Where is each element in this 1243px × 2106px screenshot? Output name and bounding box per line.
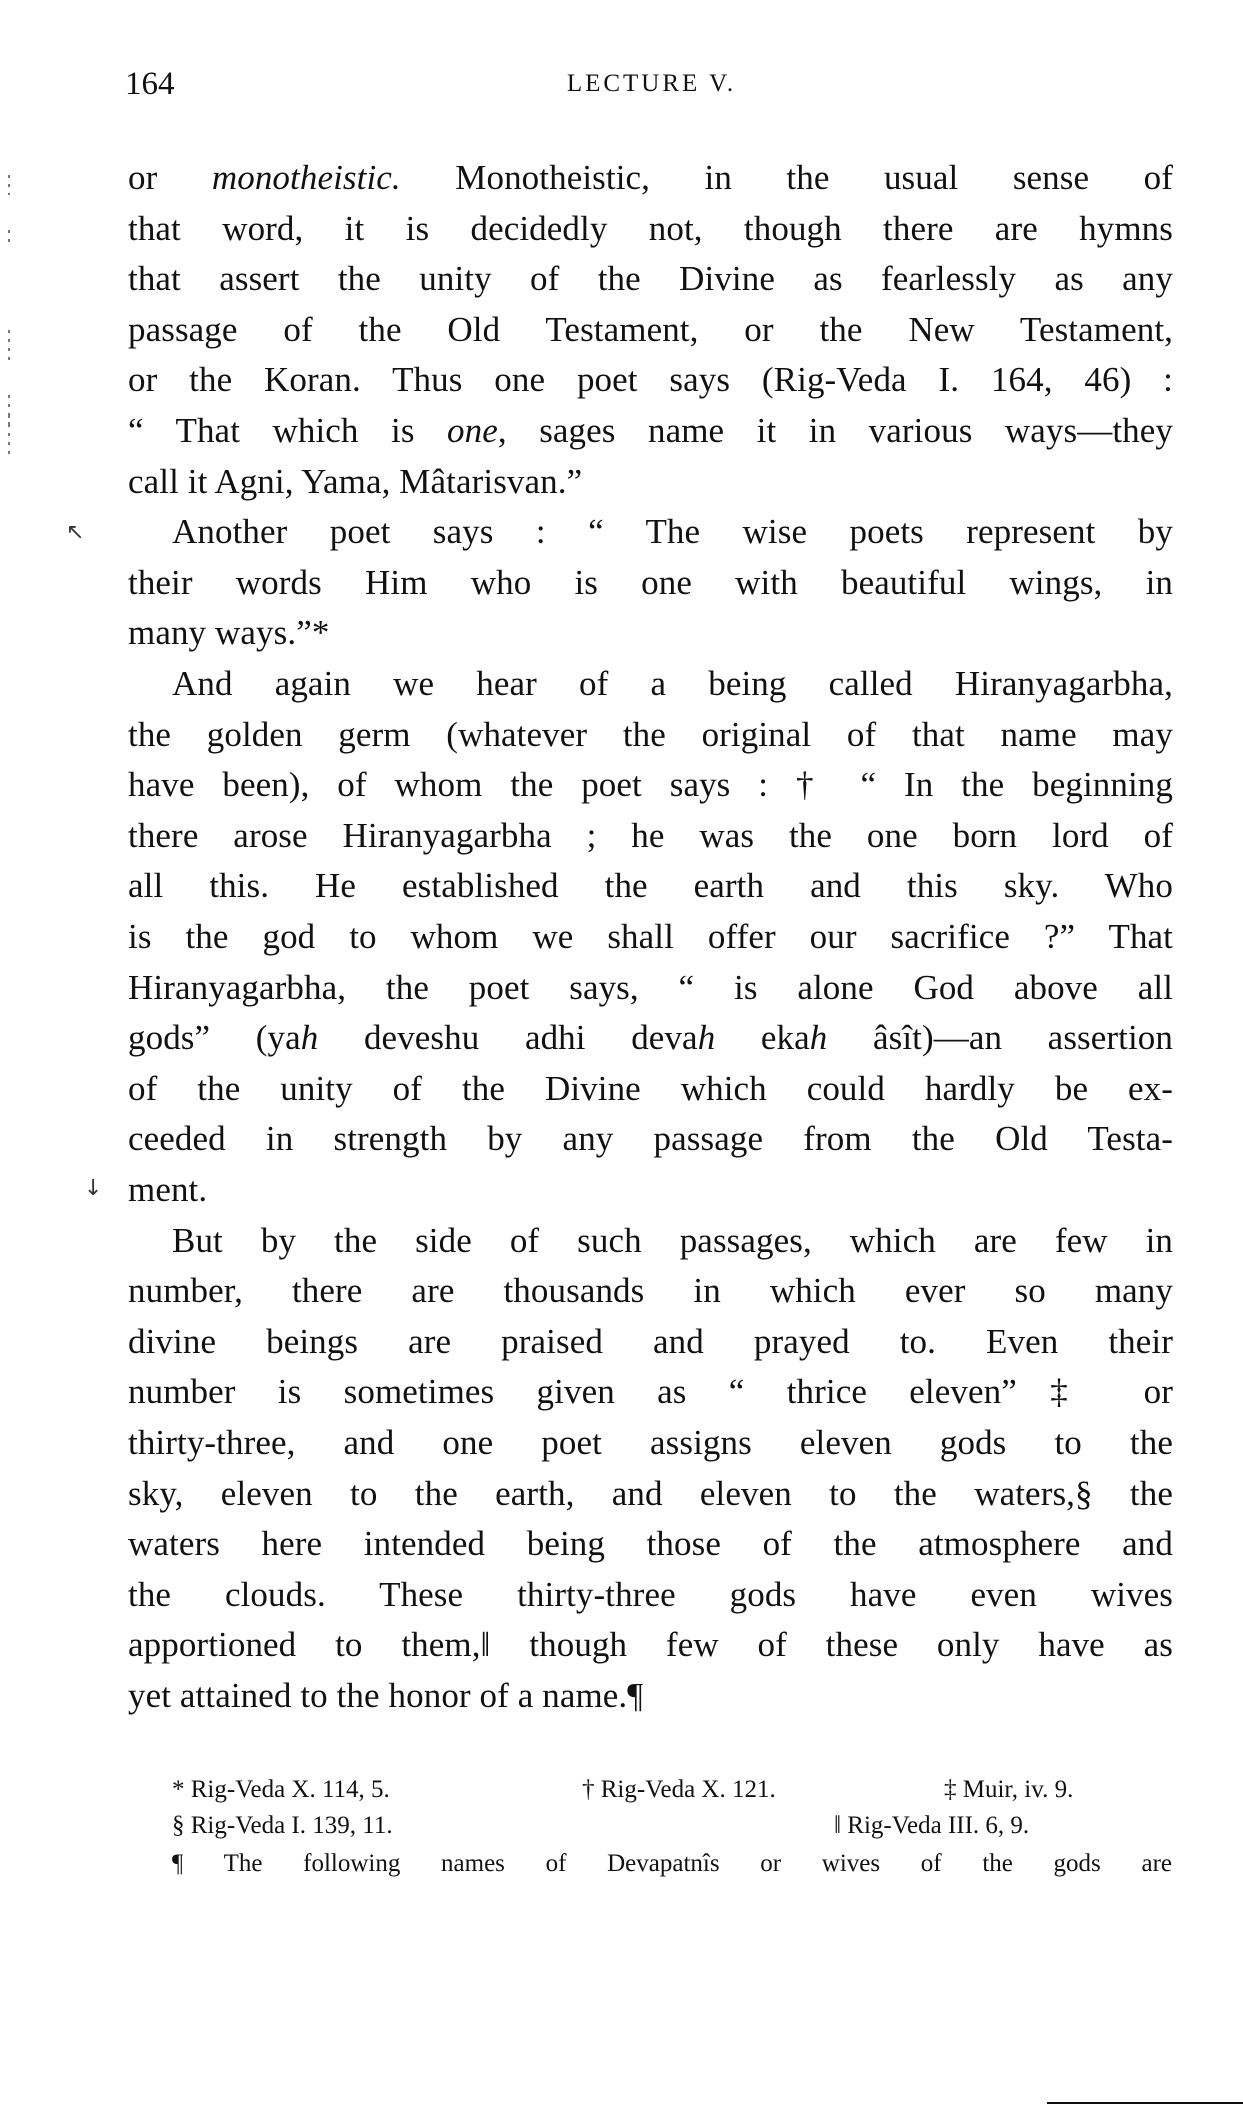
text-run: “ That which is xyxy=(128,411,448,450)
text-run: Monotheistic, in the usual sense of xyxy=(400,158,1173,197)
text-line xyxy=(128,963,1173,1013)
text-run: that word, it is decidedly not, though there are hymns xyxy=(128,208,1173,248)
text-run: there arose Hiranyagarbha ; he was the one born lord of xyxy=(128,815,1173,855)
footnote-row xyxy=(172,1808,1172,1844)
text-line xyxy=(128,355,1173,405)
footnote-parallel: ‖ Rig-Veda III. 6, 9. xyxy=(834,1812,1030,1839)
text-line xyxy=(128,204,1173,254)
text-run: all this. He established the earth and this sky. Who xyxy=(128,866,1173,906)
text-line xyxy=(128,608,1173,658)
italic-text: h xyxy=(300,1018,319,1058)
footnote-star: * Rig-Veda X. 114, 5. xyxy=(172,1776,390,1803)
footnote-pilcrow: ¶ The following names of Devapatnîs or wives of the gods are xyxy=(172,1850,1172,1877)
text-line xyxy=(128,760,1173,810)
italic-text: h xyxy=(809,1018,828,1058)
text-run: their words Him who is one with beautiful wings, in xyxy=(128,562,1173,602)
italic-text: h xyxy=(697,1018,716,1058)
text-line xyxy=(128,1266,1173,1316)
edge-scan-mark xyxy=(8,330,10,360)
text-line xyxy=(128,1671,1173,1721)
text-run: apportioned to them,‖ though few of these only have as xyxy=(128,1625,1173,1665)
text-line xyxy=(128,1216,1173,1266)
text-line xyxy=(128,406,1173,456)
text-run: eka xyxy=(715,1018,810,1058)
text-line xyxy=(128,1317,1173,1367)
text-run: many ways.”* xyxy=(128,613,330,653)
footnote-row xyxy=(172,1772,1172,1808)
text-line xyxy=(128,1013,1173,1063)
text-line xyxy=(128,1620,1173,1670)
italic-text: monotheistic. xyxy=(211,158,401,197)
running-head xyxy=(0,64,1243,104)
text-line xyxy=(128,1114,1173,1164)
text-line xyxy=(128,1064,1173,1114)
margin-arrow-down-icon: ↓ xyxy=(84,1176,103,1201)
text-line xyxy=(128,1519,1173,1569)
text-run: Hiranyagarbha, the poet says, “ is alone God above all xyxy=(128,967,1173,1007)
text-line xyxy=(128,558,1173,608)
text-run: call it Agni, Yama, Mâtarisvan.” xyxy=(128,461,583,501)
text-run: the clouds. These thirty-three gods have even wives xyxy=(128,1574,1173,1614)
text-line xyxy=(128,153,1173,203)
text-run: âsît)—an assertion xyxy=(827,1018,1173,1058)
text-run: of the unity of the Divine which could hardly be ex- xyxy=(128,1068,1173,1108)
footnote-double-dagger: ‡ Muir, iv. 9. xyxy=(944,1776,1074,1803)
text-line xyxy=(128,912,1173,962)
edge-scan-mark xyxy=(8,415,10,455)
bottom-rule xyxy=(1047,2102,1243,2104)
text-run: or xyxy=(128,158,212,197)
text-line xyxy=(128,1165,1173,1215)
footnote-section: § Rig-Veda I. 139, 11. xyxy=(172,1812,393,1839)
text-run: passage of the Old Testament, or the New Testament, xyxy=(128,309,1173,349)
text-run: number, there are thousands in which ever so many xyxy=(128,1271,1173,1311)
text-run: divine beings are praised and prayed to. Even their xyxy=(128,1321,1173,1361)
text-line xyxy=(128,305,1173,355)
text-run: waters here intended being those of the atmosphere and xyxy=(128,1524,1173,1564)
running-title: LECTURE V. xyxy=(566,70,737,97)
text-line xyxy=(128,457,1173,507)
text-run: sky, eleven to the earth, and eleven to the waters,§ the xyxy=(128,1473,1173,1513)
italic-text: one xyxy=(447,411,498,450)
page-number: 164 xyxy=(125,66,175,102)
text-line xyxy=(128,811,1173,861)
footnote-dagger: † Rig-Veda X. 121. xyxy=(582,1776,776,1803)
text-run: number is sometimes given as “ thrice eleven”‡ or xyxy=(128,1372,1173,1412)
text-line xyxy=(128,1418,1173,1468)
text-run: , sages name it in various ways—they xyxy=(497,411,1173,450)
text-line xyxy=(128,1367,1173,1417)
text-line xyxy=(128,710,1173,760)
text-run: gods” (ya xyxy=(128,1018,301,1058)
text-run: thirty-three, and one poet assigns eleven gods to the xyxy=(128,1423,1173,1462)
text-run: is the god to whom we shall offer our sacrifice ?” That xyxy=(128,917,1173,956)
edge-scan-mark xyxy=(8,175,10,195)
text-run: ment. xyxy=(128,1170,208,1209)
text-run: the golden germ (whatever the original of that name may xyxy=(128,714,1173,754)
text-run: And again we hear of a being called Hiranyagarbha, xyxy=(172,664,1173,703)
text-line xyxy=(128,659,1173,709)
text-line xyxy=(128,254,1173,304)
text-run: yet attained to the honor of a name.¶ xyxy=(128,1676,644,1715)
text-line xyxy=(128,1570,1173,1620)
text-run: ceeded in strength by any passage from the Old Testa- xyxy=(128,1119,1173,1159)
text-line xyxy=(128,507,1173,557)
text-run: have been), of whom the poet says : † “ In the beginning xyxy=(128,765,1173,805)
edge-scan-mark xyxy=(8,230,10,248)
text-run: Another poet says : “ The wise poets represent by xyxy=(172,512,1173,552)
text-run: But by the side of such passages, which are few in xyxy=(172,1220,1173,1260)
text-run: deveshu adhi deva xyxy=(318,1018,698,1058)
text-line xyxy=(128,861,1173,911)
text-line xyxy=(128,1469,1173,1519)
margin-arrow-up-icon: ↖ xyxy=(66,520,85,545)
text-run: that assert the unity of the Divine as fearlessly as any xyxy=(128,259,1173,299)
text-run: or the Koran. Thus one poet says (Rig-Veda I. 164, 46) : xyxy=(128,360,1173,400)
